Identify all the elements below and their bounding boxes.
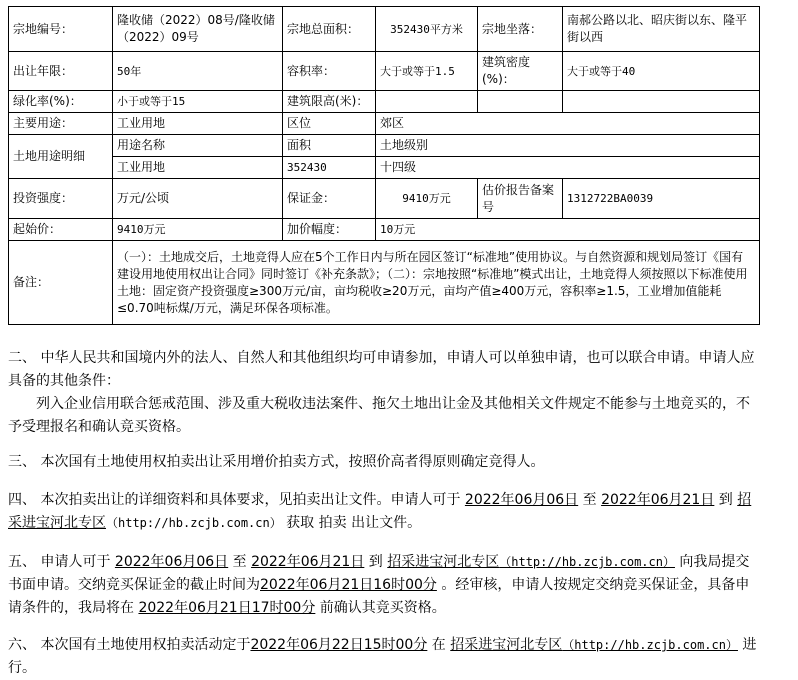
table-row [9,91,760,113]
zone-label: 区位 [283,113,376,135]
section-two-condition: 列入企业信用联合惩戒范围、涉及重大税收违法案件、拖欠土地出让金及其他相关文件规定不能参与土地竞买的，不予受理报名和确认竞买资格。 [8,396,750,435]
land-grade-header: 土地级别 [376,135,760,157]
section-six-text: 六、 本次国有土地使用权拍卖活动定于 [8,637,251,653]
area-value: 352430 [283,157,376,179]
height-limit-value [376,91,478,113]
building-density-label: 建筑密度(%)： [478,52,563,91]
connector-text: 至 [228,554,252,570]
table-row [9,135,760,157]
section-six-tail: 进行。 [8,637,757,676]
confirmation-deadline: 2022年06月21日17时00分 [138,600,316,616]
table-row [9,241,760,325]
investment-intensity-value: 万元/公顷 [113,179,283,219]
term-value: 50年 [113,52,283,91]
section-five-tail: 前确认其竞买资格。 [315,600,446,616]
deposit-value: 9410万元 [376,179,478,219]
use-name-value: 工业用地 [113,157,283,179]
deposit-label: 保证金： [283,179,376,219]
section-four-text: 四、 本次拍卖出让的详细资料和具体要求，见拍卖出让文件。申请人可于 [8,492,465,508]
end-date: 2022年06月21日 [251,554,365,570]
area-header: 面积 [283,135,376,157]
start-date: 2022年06月06日 [464,492,579,508]
table-row [9,113,760,135]
zone-value: 郊区 [376,113,760,135]
table-row [9,157,760,179]
remarks-value: （一）：土地成交后，土地竞得人应在5个工作日内与所在园区签订“标准地”使用协议。与自然资源和规划局签订《国有建设用地使用权出让合同》同时签订《补充条款》；（二）：宗地按照“标准地”模式出让，土地竞得人须按照以下标准使用土地：固定资产投资强度≥300万元/亩，亩均税收≥20万元，亩均产值≥400万元，容积率≥1.5，工业增加值能耗≤0.70吨标煤/万元，满足环保各项标准。 [113,241,760,325]
section-four [8,489,760,535]
investment-intensity-label: 投资强度： [9,179,113,219]
platform-url[interactable]: （http://hb.zcjb.com.cn） [562,638,738,652]
height-limit-label: 建筑限高(米)： [283,91,376,113]
appraisal-report-value: 1312722BA0039 [563,179,760,219]
use-name-header: 用途名称 [113,135,283,157]
starting-price-label: 起始价： [9,219,113,241]
connector-text: 到 [364,554,388,570]
platform-url[interactable]: （http://hb.zcjb.com.cn） [106,516,282,530]
section-three: 三、 本次国有土地使用权拍卖出让采用增价拍卖方式，按照价高者得原则确定竞得人。 [8,454,545,470]
remarks-label: 备注： [9,241,113,325]
section-two [8,347,760,439]
end-date: 2022年06月21日 [601,492,715,508]
section-six [8,634,760,680]
connector-text: 至 [578,492,602,508]
deposit-deadline: 2022年06月21日16时00分 [260,577,437,593]
section-four-tail: 获取 拍卖 出让文件。 [281,515,422,531]
auction-time: 2022年06月22日15时00分 [250,637,428,653]
connector-text: 到 [714,492,738,508]
empty-cell [563,91,760,113]
connector-text: 在 [427,637,451,653]
table-row [9,179,760,219]
total-area-label: 宗地总面积： [283,7,376,52]
section-five [8,551,760,620]
section-five-text-3: 。经审核，申请人按规定交纳竞买保证金，具备申请条件的，我局将在 [8,577,750,616]
start-date: 2022年06月06日 [114,554,229,570]
bid-increment-label: 加价幅度： [283,219,376,241]
land-grade-value: 十四级 [376,157,760,179]
table-row [9,52,760,91]
platform-link[interactable]: 招采进宝河北专区 [450,637,563,653]
parcel-number-value: 隆收储（2022）08号/隆收储（2022）09号 [113,7,283,52]
platform-link[interactable]: 招采进宝河北专区 [8,492,752,531]
empty-cell [478,91,563,113]
location-label: 宗地坐落： [478,7,563,52]
section-two-text: 二、 中华人民共和国境内外的法人、自然人和其他组织均可申请参加，申请人可以单独申请，也可以联合申请。申请人应具备的其他条件： [8,350,755,389]
location-value: 南郝公路以北、昭庆街以东、隆平街以西 [563,7,760,52]
starting-price-value: 9410万元 [113,219,283,241]
parcel-number-label: 宗地编号： [9,7,113,52]
table-row [9,219,760,241]
plot-ratio-label: 容积率： [283,52,376,91]
bid-increment-value: 10万元 [376,219,760,241]
appraisal-report-label: 估价报告备案号 [478,179,563,219]
green-rate-label: 绿化率(%)： [9,91,113,113]
platform-url[interactable]: （http://hb.zcjb.com.cn） [499,555,675,569]
parcel-info-table [8,6,760,325]
section-five-text: 五、 申请人可于 [8,554,115,570]
total-area-value: 352430平方米 [376,7,478,52]
use-detail-label: 土地用途明细 [9,135,113,179]
main-use-value: 工业用地 [113,113,283,135]
building-density-value: 大于或等于40 [563,52,760,91]
main-use-label: 主要用途： [9,113,113,135]
term-label: 出让年限： [9,52,113,91]
plot-ratio-value: 大于或等于1.5 [376,52,478,91]
table-row [9,7,760,52]
platform-link[interactable]: 招采进宝河北专区 [387,554,500,570]
section-five-text-2: 向我局提交书面申请。交纳竞买保证金的截止时间为 [8,554,750,593]
green-rate-value: 小于或等于15 [113,91,283,113]
